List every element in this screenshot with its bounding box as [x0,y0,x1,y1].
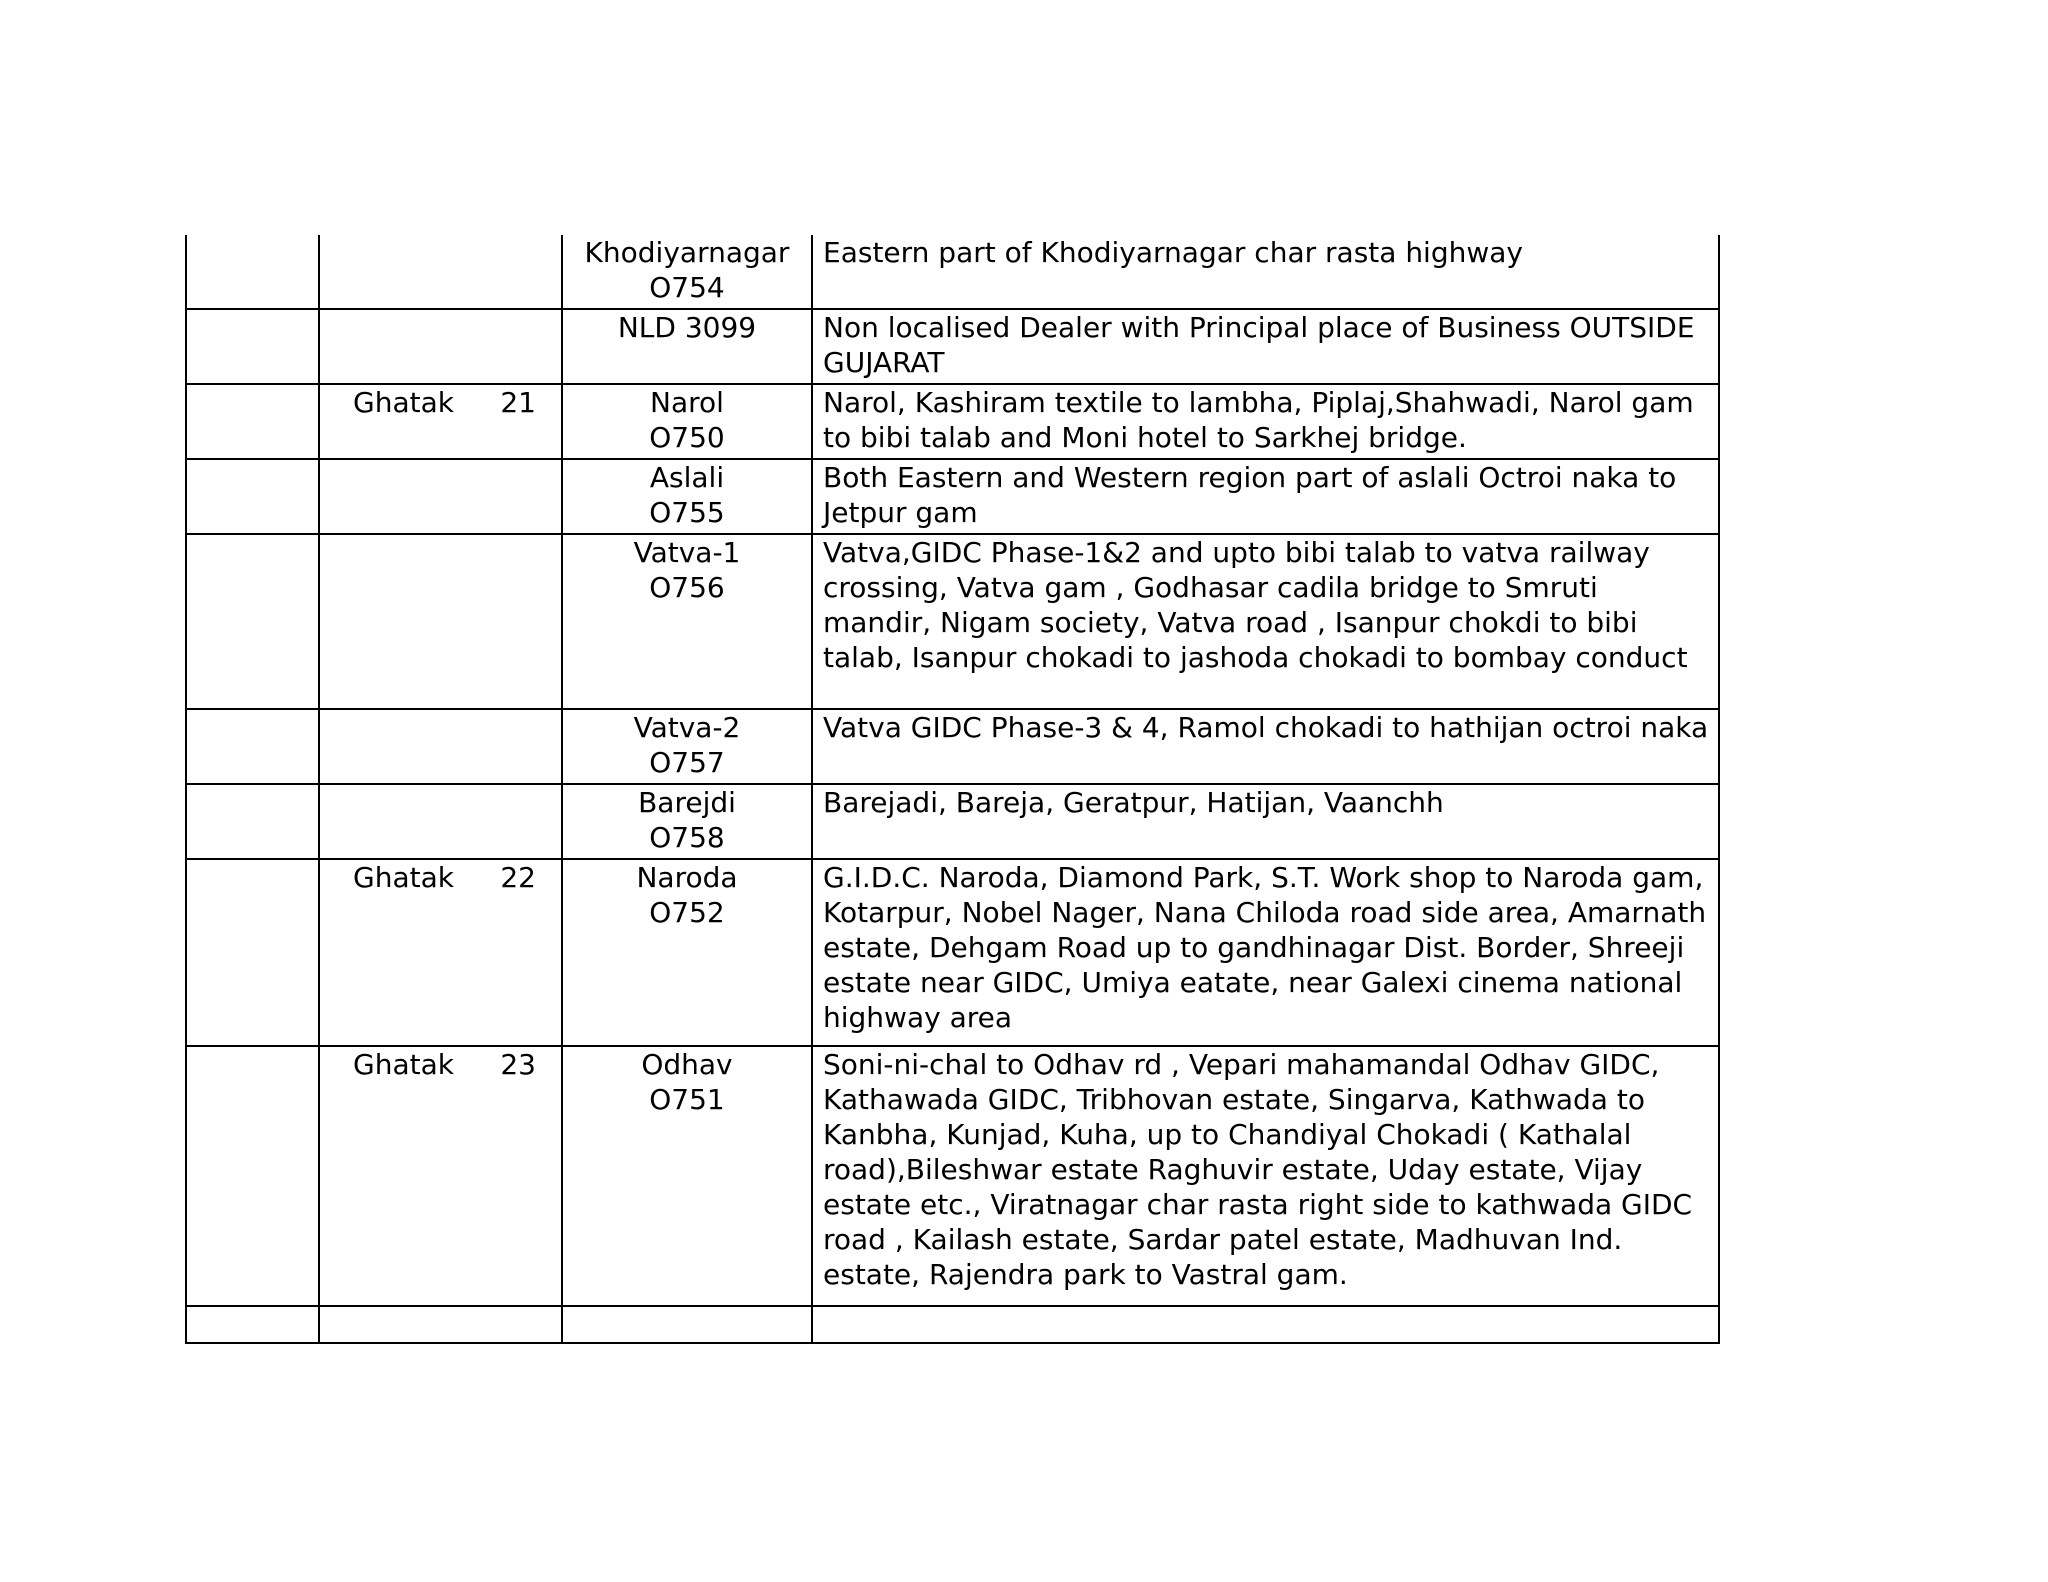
table-row [186,384,1719,459]
unit-name: Naroda [636,861,738,894]
unit-name: Narol [650,386,724,419]
table-row [186,709,1719,784]
ghatak-cell [319,1046,562,1306]
blank-cell [186,1306,319,1343]
table-row-empty [186,1306,1719,1343]
unit-code: O755 [649,496,725,529]
blank-cell [186,784,319,859]
unit-name: Aslali [649,461,725,494]
blank-cell [186,459,319,534]
ghatak-cell [319,709,562,784]
unit-name: Khodiyarnagar [584,236,790,269]
table-row [186,859,1719,1046]
area-description: Eastern part of Khodiyarnagar char rasta highway [812,235,1719,309]
table-row [186,534,1719,709]
blank-cell [186,859,319,1046]
unit-code: O754 [649,271,725,304]
unit-name: Odhav [641,1048,733,1081]
ghatak-label: Ghatak [353,861,454,894]
unit-name: NLD 3099 [617,311,757,344]
area-description: Both Eastern and Western region part of aslali Octroi naka to Jetpur gam [812,459,1719,534]
ghatak-number: 21 [500,386,536,419]
unit-code: O751 [649,1083,725,1116]
table-row [186,784,1719,859]
area-description: Vatva,GIDC Phase-1&2 and upto bibi talab to vatva railway crossing, Vatva gam , Godhasar cadila bridge to Smruti mandir, Nigam society, Vatva road , Isanpur chokdi to bibi talab, Isanpur chokadi to jashoda chokadi to bombay conduct [812,534,1719,709]
blank-cell [319,1306,562,1343]
ghatak-cell [319,534,562,709]
unit-code: O756 [649,571,725,604]
ghatak-label: Ghatak [353,1048,454,1081]
blank-cell [186,534,319,709]
blank-cell [186,309,319,384]
area-description: G.I.D.C. Naroda, Diamond Park, S.T. Work shop to Naroda gam, Kotarpur, Nobel Nager, Nana Chiloda road side area, Amarnath estate, Dehgam Road up to gandhinagar Dist. Border, Shreeji estate near GIDC, Umiya eatate, near Galexi cinema national highway area [812,859,1719,1046]
unit-code: O750 [649,421,725,454]
unit-name: Vatva-2 [633,711,741,744]
area-description: Narol, Kashiram textile to lambha, Piplaj,Shahwadi, Narol gam to bibi talab and Moni hotel to Sarkhej bridge. [812,384,1719,459]
ghatak-cell [319,859,562,1046]
ghatak-cell [319,309,562,384]
area-description: Barejadi, Bareja, Geratpur, Hatijan, Vaanchh [812,784,1719,859]
unit-name: Vatva-1 [633,536,741,569]
ghatak-number: 22 [500,861,536,894]
blank-cell [562,1306,812,1343]
unit-code: O752 [649,896,725,929]
unit-code: O757 [649,746,725,779]
ghatak-cell [319,384,562,459]
unit-cell [562,534,812,709]
ghatak-cell [319,235,562,309]
area-description: Non localised Dealer with Principal place of Business OUTSIDE GUJARAT [812,309,1719,384]
table-row [186,309,1719,384]
ghatak-cell [319,784,562,859]
unit-code: O758 [649,821,725,854]
unit-cell [562,384,812,459]
ghatak-label: Ghatak [353,386,454,419]
unit-cell [562,859,812,1046]
ward-jurisdiction-table [185,235,1720,1344]
table-row [186,235,1719,309]
blank-cell [812,1306,1719,1343]
area-description: Vatva GIDC Phase-3 & 4, Ramol chokadi to hathijan octroi naka [812,709,1719,784]
blank-cell [186,235,319,309]
unit-cell [562,235,812,309]
blank-cell [186,709,319,784]
area-description: Soni-ni-chal to Odhav rd , Vepari mahamandal Odhav GIDC, Kathawada GIDC, Tribhovan estate, Singarva, Kathwada to Kanbha, Kunjad, Kuha, up to Chandiyal Chokadi ( Kathalal road),Bileshwar estate Raghuvir estate, Uday estate, Vijay estate etc., Viratnagar char rasta right side to kathwada GIDC road , Kailash estate, Sardar patel estate, Madhuvan Ind. estate, Rajendra park to Vastral gam. [812,1046,1719,1306]
unit-name: Barejdi [638,786,736,819]
unit-cell [562,1046,812,1306]
blank-cell [186,1046,319,1306]
ghatak-number: 23 [500,1048,536,1081]
table-row [186,459,1719,534]
blank-cell [186,384,319,459]
unit-cell [562,309,812,384]
unit-cell [562,784,812,859]
ghatak-cell [319,459,562,534]
unit-cell [562,709,812,784]
unit-cell [562,459,812,534]
table-row [186,1046,1719,1306]
